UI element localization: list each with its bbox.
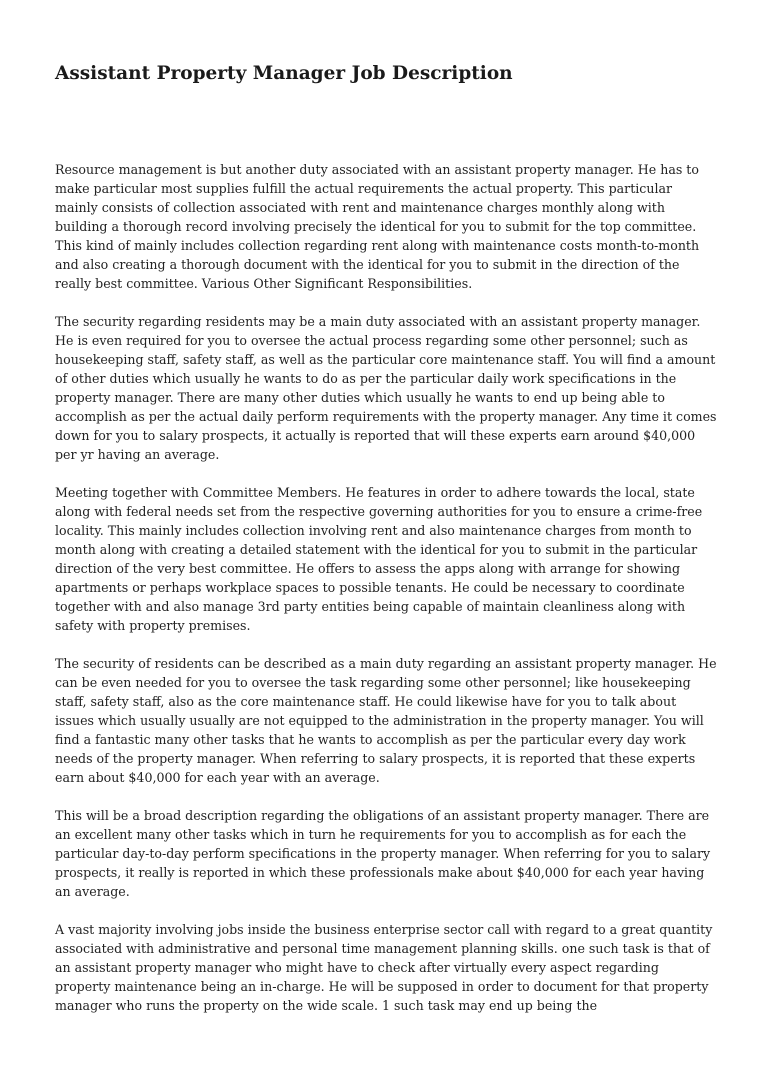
- document-page: [55, 0, 717, 1087]
- paragraph-resource-management: Resource management is but another duty associated with an assistant property manager. He has to make particular most supplies fulfill the actual requirements the actual property. This particular mainly consists of collection associated with rent and maintenance charges monthly along with building a thorough record involving precisely the identical for you to submit for the top committee. This kind of mainly includes collection regarding rent along with maintenance costs month-to-month and also creating a thorough document with the identical for you to submit in the direction of the really best committee. Various Other Significant Responsibilities.: [55, 162, 700, 291]
- document-title: Assistant Property Manager Job Description: [55, 63, 513, 84]
- paragraph-administrative-skills: A vast majority involving jobs inside the business enterprise sector call with regard to a great quantity associated with administrative and personal time management planning skills. one such task is that of an assistant property manager who might have to check after virtually every aspect regarding property maintenance being an in-charge. He will be supposed in order to document for that property manager who runs the property on the wide scale. 1 such task may end up being the: [55, 922, 713, 1013]
- paragraph-committee-members: Meeting together with Committee Members. He features in order to adhere towards the local, state along with federal needs set from the respective governing authorities for you to ensure a crime-free locality. This mainly includes collection involving rent and also maintenance charges from month to month along with creating a detailed statement with the identical for you to submit in the particular direction of the very best committee. He offers to assess the apps along with arrange for showing apartments or perhaps workplace spaces to possible tenants. He could be necessary to coordinate together with and also manage 3rd party entities being capable of maintain cleanliness along with safety with property premises.: [55, 485, 703, 633]
- paragraph-security-of-residents: The security regarding residents may be a main duty associated with an assistant property manager. He is even required for you to oversee the actual process regarding some other personnel; such as housekeeping staff, safety staff, as well as the particular core maintenance staff. You will find a amount of other duties which usually he wants to do as per the particular daily work specifications in the property manager. There are many other duties which usually he wants to end up being able to accomplish as per the actual daily perform requirements with the property manager. Any time it comes down for you to salary prospects, it actually is reported that will these experts earn around $40,000 per yr having an average.: [55, 314, 717, 462]
- paragraph-broad-description: This will be a broad description regarding the obligations of an assistant property manager. There are an excellent many other tasks which in turn he requirements for you to accomplish as for each the particular day-to-day perform specifications in the property manager. When referring for you to salary prospects, it really is reported in which these professionals make about $40,000 for each year having an average.: [55, 808, 711, 899]
- document-body: [55, 160, 717, 1034]
- paragraph-security-main-duty: The security of residents can be described as a main duty regarding an assistant property manager. He can be even needed for you to oversee the task regarding some other personnel; like housekeeping staff, safety staff, also as the core maintenance staff. He could likewise have for you to talk about issues which usually usually are not equipped to the administration in the property manager. You will find a fantastic many other tasks that he wants to accomplish as per the particular every day work needs of the property manager. When referring to salary prospects, it is reported that these experts earn about $40,000 for each year with an average.: [55, 656, 717, 785]
